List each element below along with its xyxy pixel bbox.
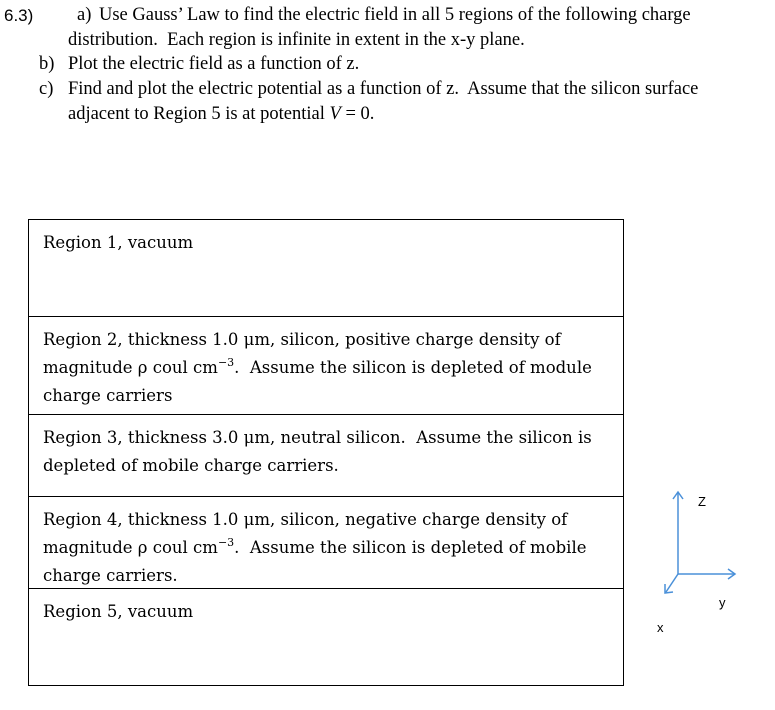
axes-arrows: [640, 480, 750, 620]
region-1-text: Region 1, vacuum: [43, 233, 194, 252]
region-2-line3: charge carriers: [43, 386, 173, 405]
z-axis-label: Z: [698, 494, 706, 509]
region-3-cell: [29, 414, 623, 496]
region-2-line2: magnitude ρ coul $cm^{-3}$. Assume the silicon is depleted of module: [43, 356, 592, 377]
problem-number: 6.3): [4, 6, 34, 25]
y-axis-label: y: [719, 595, 726, 610]
part-c-line1: Find and plot the electric potential as a function of z. Assume that the silicon surface: [68, 79, 699, 99]
region-2-line1: Region 2, thickness 1.0 μm, silicon, positive charge density of: [43, 330, 561, 349]
region-2-cell: [29, 316, 623, 414]
exponent: −3: [217, 356, 235, 369]
exponent: −3: [217, 536, 235, 549]
region-4-line3: charge carriers.: [43, 566, 178, 585]
region-4-cell: [29, 496, 623, 588]
x-axis-label: x: [657, 620, 664, 635]
part-c-line2: adjacent to Region 5 is at potential V = 0.: [68, 104, 375, 124]
x-axis-line: [666, 574, 678, 592]
region-1-cell: [29, 220, 623, 316]
potential-variable: V: [329, 104, 341, 124]
part-b-label: b): [39, 54, 55, 74]
part-a-label: a): [77, 5, 92, 25]
part-a-line1: Use Gauss’ Law to find the electric field in all 5 regions of the following charge: [99, 5, 691, 25]
region-3-line1: Region 3, thickness 3.0 μm, neutral silicon. Assume the silicon is: [43, 428, 592, 447]
region-3-line2: depleted of mobile charge carriers.: [43, 456, 339, 475]
part-b-text: Plot the electric field as a function of z.: [68, 54, 360, 74]
region-5-text: Region 5, vacuum: [43, 602, 194, 621]
part-c-label: c): [39, 79, 54, 99]
region-4-line1: Region 4, thickness 1.0 μm, silicon, negative charge density of: [43, 510, 568, 529]
regions-table: [28, 219, 624, 686]
region-5-cell: [29, 588, 623, 685]
part-a-line2: distribution. Each region is infinite in extent in the x-y plane.: [68, 30, 525, 50]
region-4-line2: magnitude ρ coul $cm^{-3}$. Assume the silicon is depleted of mobile: [43, 536, 587, 557]
